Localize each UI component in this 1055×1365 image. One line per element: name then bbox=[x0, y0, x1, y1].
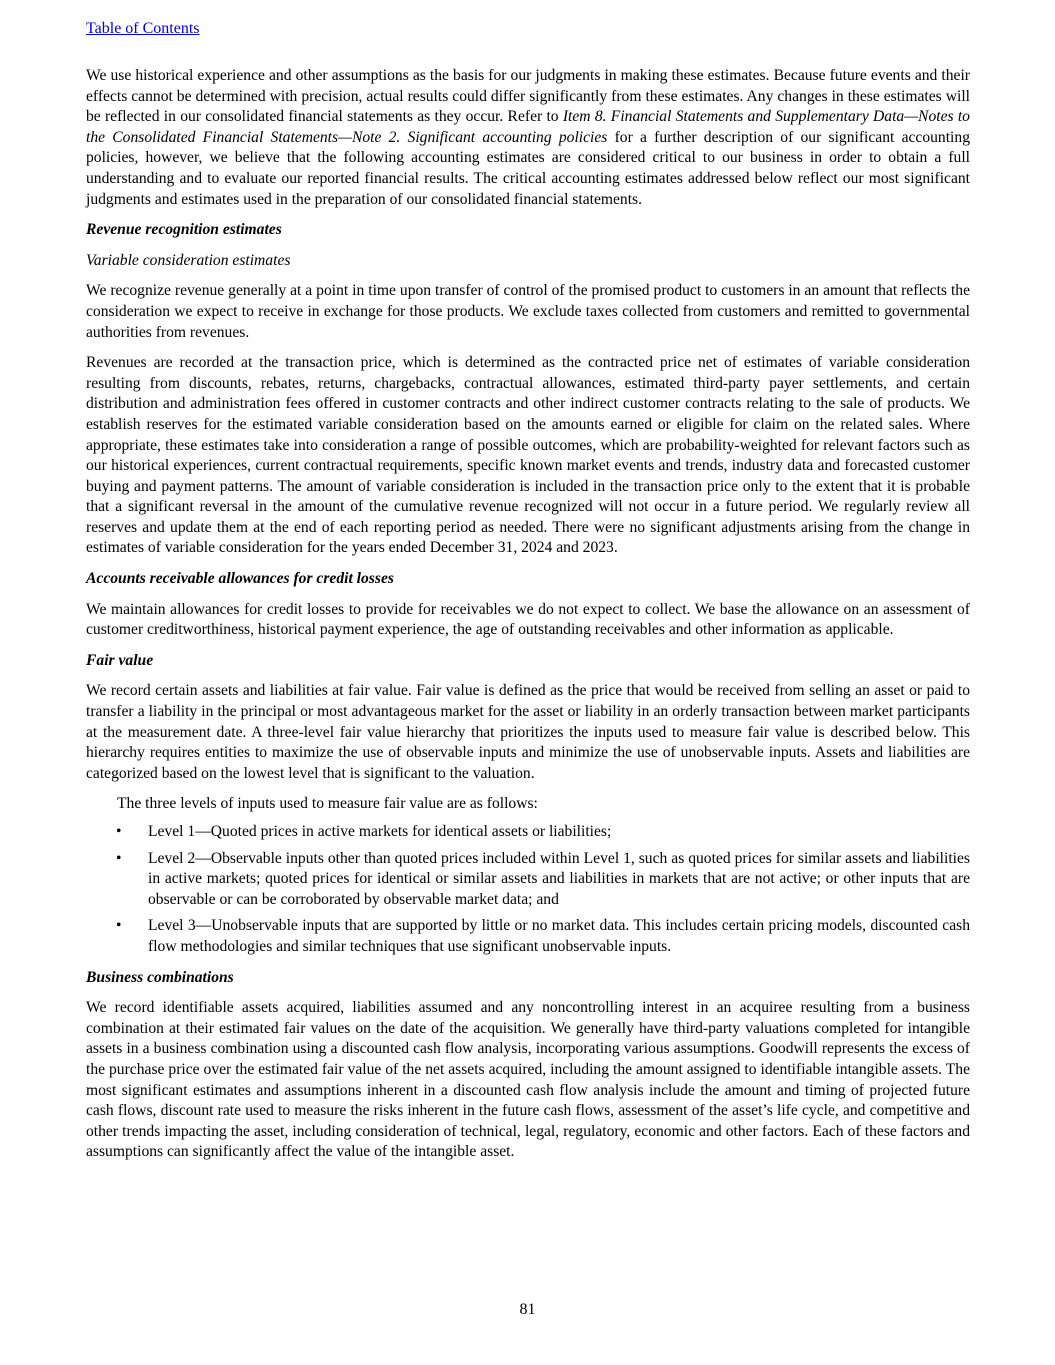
list-item bbox=[86, 916, 970, 957]
bullet-icon: • bbox=[116, 917, 122, 935]
revenue-paragraph-2: Revenues are recorded at the transaction price, which is determined as the contracted price net of estimates of variable consideration resulting from discounts, rebates, returns, chargebacks, contractual allowances, estimated third-party payer settlements, and certain distribution and administration fees offered in customer contracts and other indirect customer contracts relating to the sale of products. We establish reserves for the estimated variable consideration based on the amounts earned or eligible for claim on the related sales. Where appropriate, these estimates take into consideration a range of possible outcomes, which are probability-weighted for relevant factors such as our historical experiences, current contractual requirements, specific known market events and trends, industry data and forecasted customer buying and payment patterns. The amount of variable consideration is included in the transaction price only to the extent that it is probable that a significant reversal in the amount of the cumulative revenue recognized will not occur in a future period. We regularly review all reserves and update them at the end of each reporting period as needed. There were no significant adjustments arising from the change in estimates of variable consideration for the years ended December 31, 2024 and 2023. bbox=[86, 354, 970, 557]
fair-value-levels-list bbox=[86, 822, 970, 958]
business-combinations-paragraph: We record identifiable assets acquired, liabilities assumed and any noncontrolling interest in an acquiree resulting from a business combination at their estimated fair values on the date of the acquisition. We generally have third-party valuations completed for intangible assets in a business combination using a discounted cash flow analysis, incorporating various assumptions. Goodwill represents the excess of the purchase price over the estimated fair value of the net assets acquired, including the amount assigned to identifiable intangible assets. The most significant estimates and assumptions inherent in a discounted cash flow analysis include the amount and timing of projected future cash flows, discount rate used to measure the risks inherent in the future cash flows, assessment of the asset’s life cycle, and competitive and other trends impacting the asset, including consideration of technical, legal, regulatory, economic and other factors. Each of these factors and assumptions can significantly affect the value of the intangible asset. bbox=[86, 999, 970, 1161]
fair-value-heading: Fair value bbox=[86, 651, 154, 669]
intro-reference: Item 8. Financial Statements and Supplementary Data—Notes to the Consolidated Financial Statements—Note 2. Significant accounting policies bbox=[86, 108, 970, 146]
revenue-paragraph-1: We recognize revenue generally at a point in time upon transfer of control of the promised product to customers in an amount that reflects the consideration we expect to receive in exchange for those products. We exclude taxes collected from customers and remitted to governmental authorities from revenues. bbox=[86, 282, 970, 341]
table-of-contents-link[interactable]: Table of Contents bbox=[86, 20, 200, 37]
intro-paragraph bbox=[86, 66, 970, 210]
page-number: 81 bbox=[519, 1301, 536, 1318]
fair-value-levels-intro: The three levels of inputs used to measure fair value are as follows: bbox=[117, 795, 538, 813]
intro-text-1: We use historical experience and other assumptions as the basis for our judgments in making these estimates. Because future events and their effects cannot be determined with precision, actual results could differ significantly from these estimates. Any changes in these estimates will be reflected in our consolidated financial statements as they occur. Refer to bbox=[86, 67, 970, 126]
business-combinations-heading: Business combinations bbox=[86, 968, 234, 986]
intro-text-2: for a further description of our significant accounting policies, however, we believe that the following accounting estimates are considered critical to our business in order to obtain a full understanding and to evaluate our reported financial results. The critical accounting estimates addressed below reflect our most significant judgments and estimates used in the preparation of our consolidated financial statements. bbox=[86, 128, 970, 208]
bullet-icon: • bbox=[116, 849, 122, 867]
document-body bbox=[86, 66, 970, 1163]
level-2-text: Level 2—Observable inputs other than quoted prices included within Level 1, such as quoted prices for similar assets and liabilities in active markets; quoted prices for identical or similar assets and liabilities in markets that are not active; or other inputs that are observable or can be corroborated by observable market data; and bbox=[148, 849, 970, 908]
revenue-heading: Revenue recognition estimates bbox=[86, 221, 282, 239]
level-3-text: Level 3—Unobservable inputs that are supported by little or no market data. This includes certain pricing models, discounted cash flow methodologies and similar techniques that use significant unobservable inputs. bbox=[148, 917, 970, 955]
receivables-heading: Accounts receivable allowances for credit losses bbox=[86, 570, 394, 588]
receivables-paragraph: We maintain allowances for credit losses to provide for receivables we do not expect to collect. We base the allowance on an assessment of customer creditworthiness, historical payment experience, the age of outstanding receivables and other information as applicable. bbox=[86, 600, 970, 639]
list-item bbox=[86, 849, 970, 911]
fair-value-paragraph: We record certain assets and liabilities at fair value. Fair value is defined as the price that would be received from selling an asset or paid to transfer a liability in the principal or most advantageous market for the asset or liability in an orderly transaction between market participants at the measurement date. A three-level fair value hierarchy that prioritizes the inputs used to measure fair value is described below. This hierarchy requires entities to maximize the use of observable inputs and minimize the use of unobservable inputs. Assets and liabilities are categorized based on the lowest level that is significant to the valuation. bbox=[86, 682, 970, 782]
list-item bbox=[86, 822, 970, 843]
level-1-text: Level 1—Quoted prices in active markets for identical assets or liabilities; bbox=[148, 823, 612, 840]
variable-consideration-subheading: Variable consideration estimates bbox=[86, 251, 291, 269]
bullet-icon: • bbox=[116, 823, 122, 840]
document-page bbox=[86, 18, 970, 1173]
